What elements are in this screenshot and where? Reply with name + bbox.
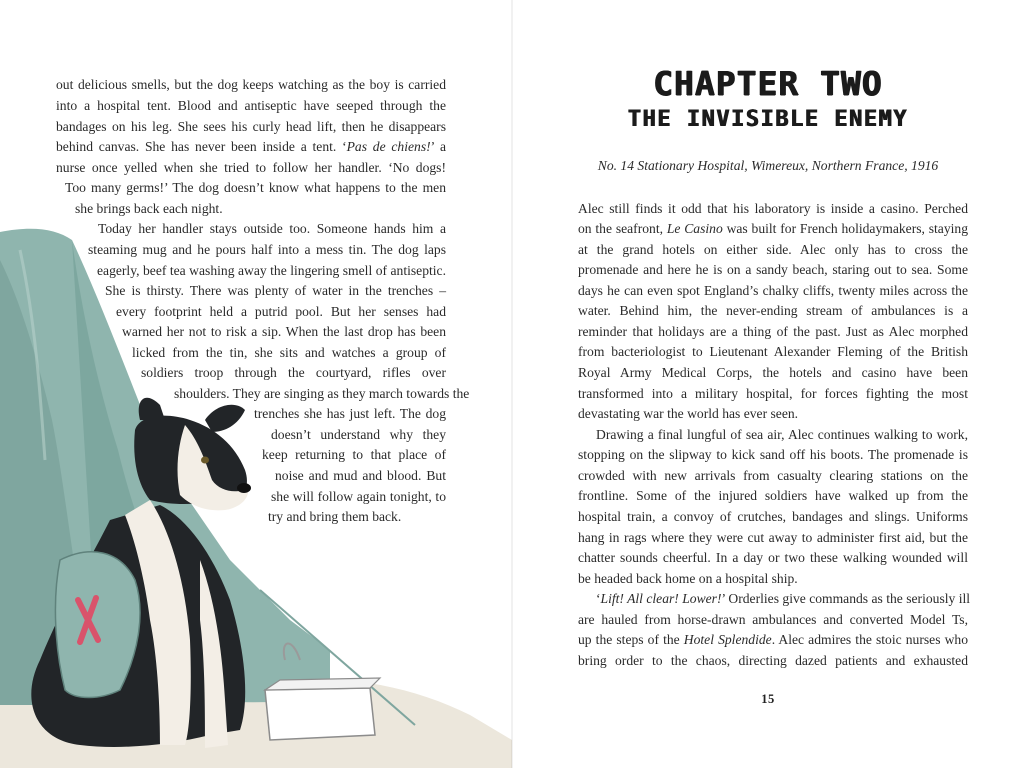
body-line: on the seafront, Le Casino was built for French holidaymakers, staying bbox=[578, 221, 968, 236]
body-line: water. Behind him, the never-ending stream of ambulances is a bbox=[578, 303, 968, 318]
body-line: devastating war the world has ever seen. bbox=[578, 406, 799, 421]
page-number: 15 bbox=[761, 692, 775, 706]
body-line: are hauled from horse-drawn ambulances and converted Model Ts, bbox=[578, 612, 968, 627]
body-line: licked from the tin, she sits and watches a group of bbox=[132, 345, 446, 360]
body-line: doesn’t understand why they bbox=[271, 427, 446, 442]
body-line: ‘Lift! All clear! Lower!’ Orderlies give commands as the seriously ill bbox=[596, 591, 971, 606]
body-line: chatter sounds cheerful. In a day or two these walking wounded will bbox=[578, 550, 968, 565]
body-line: Drawing a final lungful of sea air, Alec continues walking to work, bbox=[596, 427, 968, 442]
body-line: nurse once yelled when she tried to follow her handler. ‘No dogs! bbox=[56, 160, 446, 175]
body-line: frontline. Some of the injured soldiers have walked up from the bbox=[578, 488, 968, 503]
body-line: hospital train, a convoy of crutches, bandages and slings. Uniforms bbox=[578, 509, 968, 524]
body-line: bring order to the chaos, directing dazed patients and exhausted bbox=[578, 653, 968, 668]
body-line: crowded with new arrivals from casualty clearing stations on the bbox=[578, 468, 968, 483]
body-line: steaming mug and he pours half into a mess tin. The dog laps bbox=[88, 242, 446, 257]
body-line: hang in rags where they were cut away to administer first aid, but the bbox=[578, 530, 968, 545]
body-line: reminder that holidays are a thing of the past. Just as Alec morphed bbox=[578, 324, 968, 339]
body-line: She is thirsty. There was plenty of water in the trenches – bbox=[105, 283, 446, 298]
body-line: Today her handler stays outside too. Someone hands him a bbox=[98, 221, 446, 236]
body-line: promenade and here he is on a sandy beach, staring out to sea. Some bbox=[578, 262, 968, 277]
body-line: behind canvas. She has never been inside a tent. ‘Pas de chiens!’ a bbox=[56, 139, 446, 154]
right-page bbox=[512, 0, 1024, 768]
body-line: into a hospital tent. Blood and antiseptic have seeped through the bbox=[56, 98, 446, 113]
body-line: noise and mud and blood. But bbox=[275, 468, 446, 483]
body-line: from bacteriologist to Lieutenant Alexander Fleming of the British bbox=[578, 344, 968, 359]
body-line: up the steps of the Hotel Splendide. Alec admires the stoic nurses who bbox=[578, 632, 968, 647]
chapter-location: No. 14 Stationary Hospital, Wimereux, Northern France, 1916 bbox=[597, 158, 939, 173]
body-line: soldiers troop through the courtyard, rifles over bbox=[141, 365, 446, 380]
body-line: every footprint held a putrid pool. But her senses had bbox=[116, 304, 446, 319]
chapter-title: CHAPTER TWO bbox=[653, 64, 883, 103]
body-line: trenches she has just left. The dog bbox=[254, 406, 446, 421]
body-line: she will follow again tonight, to bbox=[271, 489, 446, 504]
body-line: try and bring them back. bbox=[268, 509, 402, 524]
body-line: keep returning to that place of bbox=[262, 447, 446, 462]
body-line: at the grand hotels on either side. Alec only has to cross the bbox=[578, 242, 968, 257]
body-line: eagerly, beef tea washing away the lingering smell of antiseptic. bbox=[97, 263, 446, 278]
body-line: bandages on his leg. She sees his curly head lift, then he disappears bbox=[56, 119, 446, 134]
body-line: she brings back each night. bbox=[75, 201, 223, 216]
body-line: out delicious smells, but the dog keeps watching as the boy is carried bbox=[56, 77, 446, 92]
body-line: be headed back home on a hospital ship. bbox=[578, 571, 798, 586]
body-line: transformed into a military hospital, for forces fighting the most bbox=[578, 386, 968, 401]
body-line: days he can even spot England’s chalky cliffs, twenty miles across the bbox=[578, 283, 968, 298]
body-line: Too many germs!’ The dog doesn’t know what happens to the men bbox=[65, 180, 446, 195]
body-line: shoulders. They are singing as they march towards the bbox=[174, 386, 470, 401]
body-line: warned her not to risk a sip. When the last drop has been bbox=[122, 324, 446, 339]
body-line: stopping on the slipway to kick sand off his boots. The promenade is bbox=[578, 447, 968, 462]
body-line: Alec still finds it odd that his laboratory is inside a casino. Perched bbox=[578, 201, 968, 216]
body-line: Royal Army Medical Corps, the hotels and casino have been bbox=[578, 365, 968, 380]
chapter-subtitle: THE INVISIBLE ENEMY bbox=[627, 107, 909, 132]
